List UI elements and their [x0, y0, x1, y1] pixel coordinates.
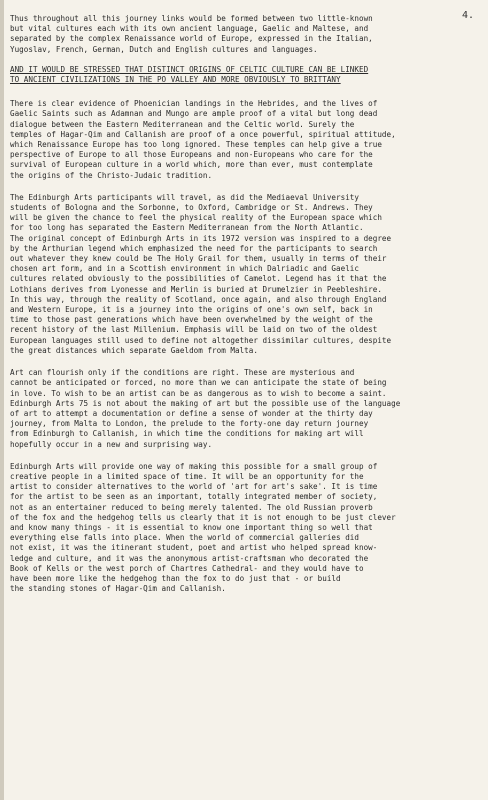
paragraph-opportunity: Edinburgh Arts will provide one way of making this possible for a small group of creative people in a limited space of time. It will be an opportunity for the artist to consider alternatives to the world of 'art for art's sake'. It is time for the artist to be seen as an important, totally integrated member of society, not as an entertainer reduced to being merely talented. The old Russian proverb of the fox and the hedgehog tells us clearly that it is not enough to be just clever and know many things - it is essential to know one important thing so well that everything else falls into place. When the world of commercial galleries did not exist, it was the itinerant student, poet and artist who helped spread know- ledge and culture, and it was the anonymous artist-craftsman who decorated the Book of Kells or the west porch of Chartres Cathedral- and they would have to have been more like the hedgehog than the fox to do just that - or build the standing stones of Hagar-Qim and Callanish.	[10, 461, 396, 594]
page-number: 4.	[461, 10, 474, 21]
page-edge	[0, 0, 4, 800]
paragraph-intro: Thus throughout all this journey links would be formed between two little-known but vital cultures each with its own ancient language, Gaelic and Maltese, and separated by the complex Renaissance world of Europe, expressed in the Italian, Yugoslav, French, German, Dutch and English cultures and languages.	[10, 14, 373, 54]
paragraph-edinburgh-arts-travel: The Edinburgh Arts participants will travel, as did the Mediaeval University students of Bologna and the Sorbonne, to Oxford, Cambridge or St. Andrews. They will be given the chance to feel the physical reality of the European space which for too long has separated the Eastern Mediterranean from the North Atlantic. The original concept of Edinburgh Arts in its 1972 version was inspired to a degree by the Arthurian legend which emphasized the need for the participants to search out whatever they knew could be The Holy Grail for them, usually in terms of their chosen art form, and in a Scottish environment in which Dalriadic and Gaelic cultures related obviously to the possibilities of Camelot. Legend has it that the Lothians derives from Lyonesse and Merlin is buried at Drumelzier in Peebleshire. In this way, through the reality of Scotland, once again, and also through England and Western Europe, it is a journey into the origins of one's own self, back in time to those past generations which have been overwhelmed by the weight of the recent history of the last Millenium. Emphasis will be laid on two of the oldest European languages still used to define not altogether dissimilar cultures, despite the great distances which separate Gaeldom from Malta.	[10, 192, 392, 355]
document-body	[10, 14, 478, 606]
section-heading: AND IT WOULD BE STRESSED THAT DISTINCT ORIGINS OF CELTIC CULTURE CAN BE LINKED TO ANCIENT CIVILIZATIONS IN THE PO VALLEY AND MORE OBVIOUSLY TO BRITTANY	[10, 64, 369, 85]
paragraph-phoenician: There is clear evidence of Phoenician landings in the Hebrides, and the lives of Gaelic Saints such as Adamnan and Mungo are ample proof of a vital but long dead dialogue between the Eastern Mediterranean and the Celtic world. Surely the temples of Hagar-Qim and Callanish are proof of a once powerful, spiritual attitude, which Renaissance Europe has too long ignored. These temples can help give a true perspective of Europe to all those Europeans and non-Europeans who care for the survival of European culture in a world which, more than ever, must contemplate the origins of the Christo-Judaic tradition.	[10, 99, 396, 180]
paragraph-art-conditions: Art can flourish only if the conditions are right. These are mysterious and cannot be anticipated or forced, no more than we can anticipate the state of being in love. To wish to be an artist can be as dangerous as to wish to become a saint. Edinburgh Arts 75 is not about the making of art but the possible use of the language of art to attempt a documentation or define a sense of wonder at the thirty day journey, from Malta to London, the prelude to the forty-one day return journey from Edinburgh to Callanish, in which time the conditions for making art will hopefully occur in a new and surprising way.	[10, 368, 401, 449]
